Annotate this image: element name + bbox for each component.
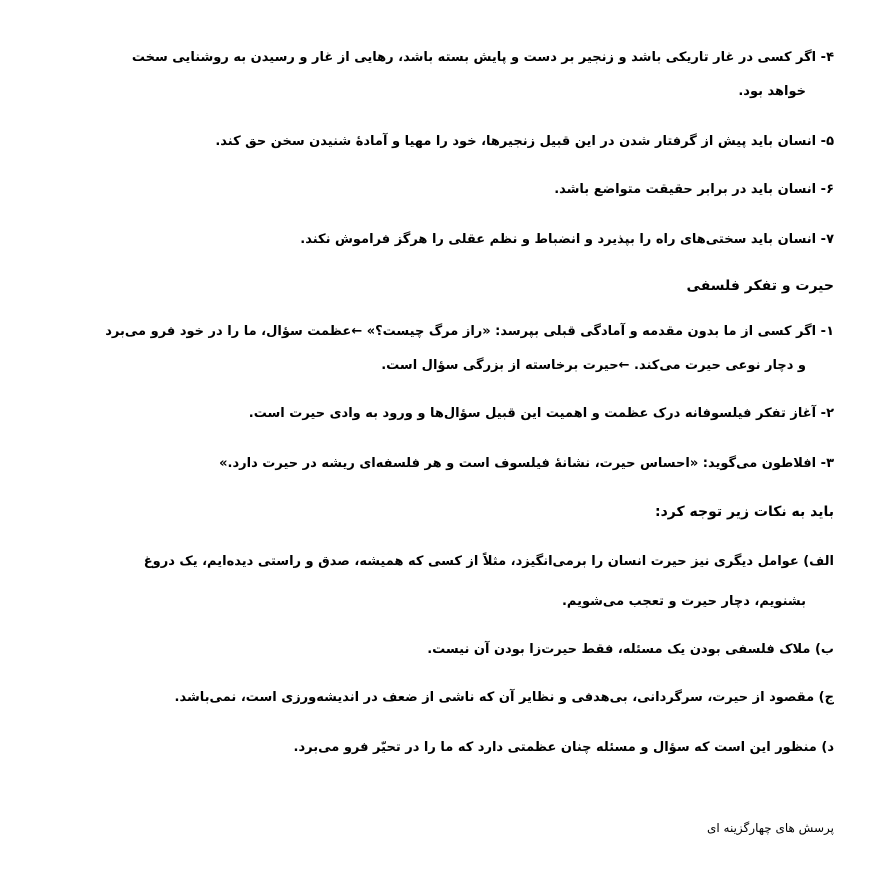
wonder-item-1-line-1: ۱- اگر کسی از ما بدون مقدمه و آمادگی قبلی بپرسد: «راز مرگ چیست؟» ←عظمت سؤال، ما را در خود فرو می‌برد	[105, 324, 834, 339]
section-heading-wonder: حیرت و تفکر فلسفی	[686, 278, 834, 294]
wonder-item-3: ۳- افلاطون می‌گوید: «احساس حیرت، نشانهٔ فیلسوف است و هر فلسفه‌ای ریشه در حیرت دارد.»	[219, 456, 834, 471]
note-d: د) منظور این است که سؤال و مسئله چنان عظمتی دارد که ما را در تحیّر فرو می‌برد.	[293, 740, 834, 755]
item-7: ۷- انسان باید سختی‌های راه را بپذیرد و انضباط و نظم عقلی را هرگز فراموش نکند.	[300, 232, 834, 247]
wonder-item-1-line-2: و دچار نوعی حیرت می‌کند. ←حیرت برخاسته از بزرگی سؤال است.	[381, 358, 806, 373]
item-4-line-1: ۴- اگر کسی در غار تاریکی باشد و زنجیر بر دست و پایش بسته باشد، رهایی از غار و رسیدن به روشنایی سخت	[131, 50, 834, 65]
note-b: ب) ملاک فلسفی بودن یک مسئله، فقط حیرت‌زا بودن آن نیست.	[427, 642, 834, 657]
note-c: ج) مقصود از حیرت، سرگردانی، بی‌هدفی و نظایر آن که ناشی از ضعف در اندیشه‌ورزی است، نمی‌باشد.	[174, 690, 834, 705]
wonder-item-2: ۲- آغاز تفکر فیلسوفانه درک عظمت و اهمیت این قبیل سؤال‌ها و ورود به وادی حیرت است.	[248, 406, 834, 421]
note-a-line-2: بشنویم، دچار حیرت و تعجب می‌شویم.	[561, 594, 806, 609]
multiple-choice-heading: پرسش های چهارگزینه ای	[707, 821, 834, 835]
item-6: ۶- انسان باید در برابر حقیقت متواضع باشد.	[554, 182, 834, 197]
item-5: ۵- انسان باید پیش از گرفتار شدن در این قبیل زنجیرها، خود را مهیا و آمادهٔ شنیدن سخن حق کند.	[215, 134, 834, 149]
notes-heading: باید به نکات زیر توجه کرد:	[655, 504, 834, 520]
item-4-line-2: خواهد بود.	[738, 84, 806, 99]
note-a-line-1: الف) عوامل دیگری نیز حیرت انسان را برمی‌انگیزد، مثلاً از کسی که همیشه، صدق و راستی دیده‌ایم، یک دروغ	[143, 554, 834, 569]
